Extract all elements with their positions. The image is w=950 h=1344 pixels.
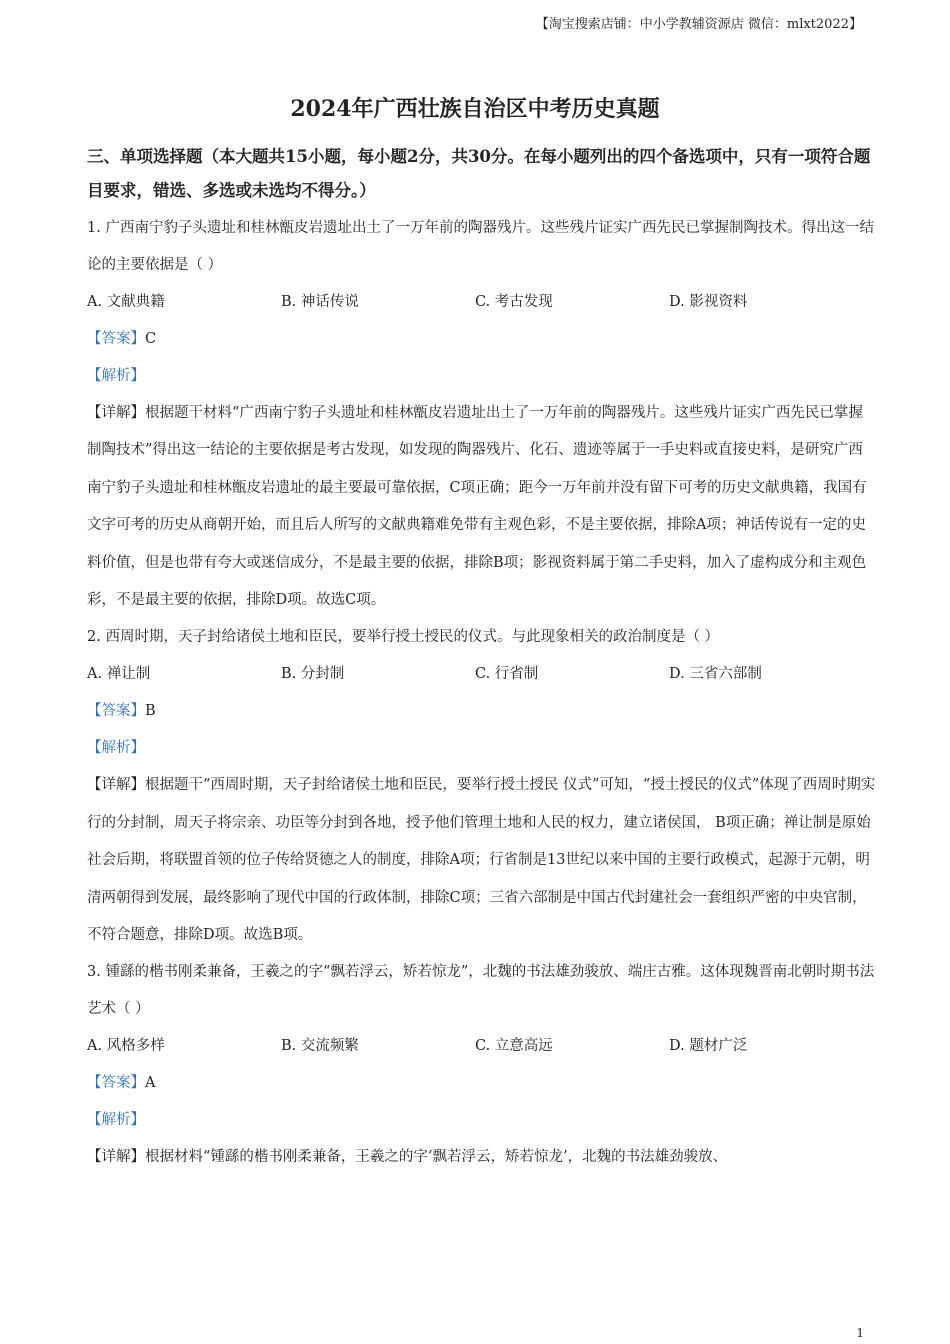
question-1: [87, 210, 877, 619]
section-heading: 三、单项选择题（本大题共15小题，每小题2分，共30分。在每小题列出的四个备选项中，只有一项符合题目要求，错选、多选或未选均不得分。）: [87, 147, 871, 200]
question-stem: 2. 西周时期，天子封给诸侯土地和臣民，要举行授土授民的仪式。与此现象相关的政治制度是（ ）: [87, 629, 720, 646]
question-stem: 1. 广西南宁豹子头遗址和桂林甑皮岩遗址出土了一万年前的陶器残片。这些残片证实广西先民已掌握制陶技术。得出这一结论的主要依据是（ ）: [87, 220, 874, 273]
option-c: C. 考古发现: [475, 294, 553, 310]
answer-line: [87, 321, 877, 358]
options-row: [87, 656, 877, 693]
page-number: 1: [856, 1326, 864, 1340]
analysis-line: [87, 730, 877, 767]
answer-line: [87, 693, 877, 730]
option-a: A. 文献典籍: [87, 294, 165, 310]
answer-tag: 【答案】: [87, 703, 145, 720]
question-stem: 3. 锺繇的楷书刚柔兼备，王羲之的字“飘若浮云，矫若惊龙”，北魏的书法雄劲骏放、端庄古雅。这体现魏晋南北朝时期书法艺术（ ）: [87, 964, 875, 1018]
answer-value: B: [145, 703, 156, 720]
analysis-tag: 【解析】: [87, 368, 145, 384]
answer-line: [87, 1065, 877, 1102]
option-b: B. 分封制: [281, 666, 345, 683]
detail-paragraph: [87, 1139, 877, 1176]
answer-tag: 【答案】: [87, 1075, 145, 1092]
detail-paragraph: [87, 395, 877, 619]
document-body: [87, 140, 877, 1177]
analysis-tag: 【解析】: [87, 1112, 145, 1129]
option-d: D. 影视资料: [669, 294, 748, 310]
option-b: B. 交流频繁: [281, 1038, 359, 1055]
option-d: D. 三省六部制: [669, 666, 762, 683]
detail-text: 根据材料“锺繇的楷书刚柔兼备，王羲之的字‘飘若浮云，矫若惊龙’，北魏的书法雄劲骏放、: [145, 1149, 728, 1166]
answer-value: C: [145, 331, 157, 347]
detail-tag: 【详解】: [87, 777, 145, 794]
options-row: [87, 1028, 877, 1065]
answer-value: A: [145, 1075, 156, 1092]
option-d: D. 题材广泛: [669, 1038, 748, 1055]
question-3: [87, 954, 877, 1176]
analysis-line: [87, 358, 877, 395]
option-c: C. 立意高远: [475, 1038, 553, 1055]
detail-text: 根据题干材料“广西南宁豹子头遗址和桂林甑皮岩遗址出土了一万年前的陶器残片。这些残片证实广西先民已掌握制陶技术”得出这一结论的主要依据是考古发现，如发现的陶器残片、化石、遗迹等属于一手史料或直接史料，是研究广西南宁豹子头遗址和桂林甑皮岩遗址的最主要最可靠依据，C项正确；距今一万年前并没有留下可考的历史文献典籍，我国有文字可考的历史从商朝开始，而且后人所写的文献典籍难免带有主观色彩，不是主要依据，排除A项；神话传说有一定的史料价值，但是也带有夸大或迷信成分，不是最主要的依据，排除B项；影视资料属于第二手史料，加入了虚构成分和主观色彩，不是最主要的依据，排除D项。故选C项。: [87, 405, 867, 609]
detail-paragraph: [87, 767, 877, 954]
header-note: 【淘宝搜索店铺：中小学教辅资源店 微信：mlxt2022】: [535, 17, 862, 32]
detail-text: 根据题干“西周时期，天子封给诸侯土地和臣民，要举行授土授民 仪式”可知，“授土授民的仪式”体现了西周时期实行的分封制，周天子将宗亲、功臣等分封到各地，授予他们管理土地和人民的权力，建立诸侯国， B项正确；禅让制是原始社会后期，将联盟首领的位子传给贤德之人的制度，排除A项；行省制是13世纪以来中国的主要行政模式，起源于元朝，明清两朝得到发展，最终影响了现代中国的行政体制，排除C项；三省六部制是中国古代封建社会一套组织严密的中央官制，不符合题意，排除D项。故选B项。: [87, 777, 876, 944]
options-row: [87, 284, 877, 321]
question-2: [87, 619, 877, 954]
option-a: A. 禅让制: [87, 666, 151, 683]
analysis-line: [87, 1102, 877, 1139]
option-a: A. 风格多样: [87, 1038, 165, 1055]
option-c: C. 行省制: [475, 666, 539, 683]
document-title: 2024年广西壮族自治区中考历史真题: [290, 96, 660, 122]
detail-tag: 【详解】: [87, 405, 145, 421]
analysis-tag: 【解析】: [87, 740, 145, 757]
detail-tag: 【详解】: [87, 1149, 145, 1166]
option-b: B. 神话传说: [281, 294, 359, 310]
answer-tag: 【答案】: [87, 331, 145, 347]
